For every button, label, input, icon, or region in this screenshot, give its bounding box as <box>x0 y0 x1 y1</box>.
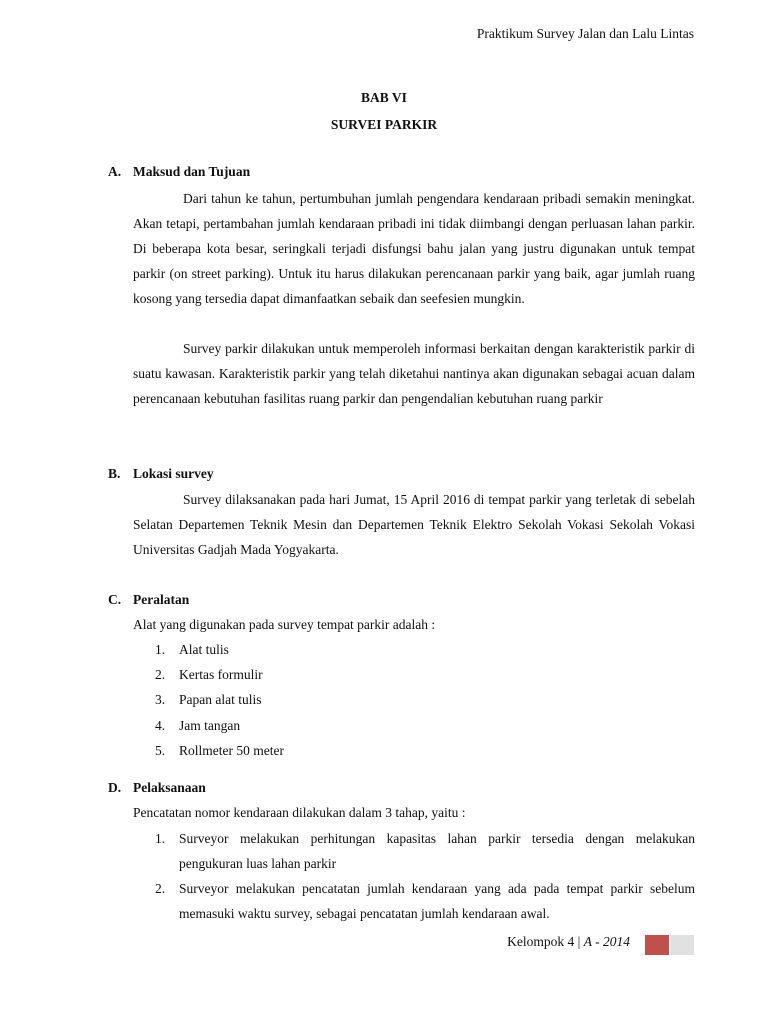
list-item: 5. Rollmeter 50 meter <box>155 742 284 758</box>
procedure-steps <box>155 826 695 926</box>
section-d-title: Pelaksanaan <box>133 780 206 795</box>
section-c-heading <box>108 592 189 608</box>
page-footer <box>507 934 630 950</box>
section-b-letter: B. <box>108 466 121 481</box>
section-a-paragraph-2: Survey parkir dilakukan untuk memperoleh informasi berkaitan dengan karakteristik parkir di suatu kawasan. Karakteristik parkir yang telah diketahui nantinya akan digunakan sebagai acuan dalam perencanaan kebutuhan fasilitas ruang parkir dan pengendalian kebutuhan ruang parkir <box>133 341 695 406</box>
section-a-title: Maksud dan Tujuan <box>133 164 251 179</box>
section-b-heading <box>108 466 214 482</box>
section-b-paragraph: Survey dilaksanakan pada hari Jumat, 15 April 2016 di tempat parkir yang terletak di sebelah Selatan Departemen Teknik Mesin dan Departemen Teknik Elektro Sekolah Vokasi Sekolah Vokasi Universitas Gadjah Mada Yogyakarta. <box>133 492 695 557</box>
section-c-letter: C. <box>108 592 122 607</box>
list-item: 2. Kertas formulir <box>155 667 263 683</box>
list-item: 4. Jam tangan <box>155 717 241 733</box>
footer-gray-block <box>670 935 694 955</box>
footer-class: A - 2014 <box>583 934 630 949</box>
section-c-title: Peralatan <box>133 592 190 607</box>
footer-accent-block <box>645 935 669 955</box>
list-item: 3. Papan alat tulis <box>155 692 262 708</box>
section-a-heading <box>108 164 250 180</box>
footer-group: Kelompok 4 | <box>507 934 581 949</box>
list-item: 2. Surveyor melakukan pencatatan jumlah kendaraan yang ada pada tempat parkir sebelum memasuki waktu survey, sebagai pencatatan jumlah kendaraan awal. <box>155 881 695 921</box>
section-b-title: Lokasi survey <box>133 466 214 481</box>
section-d-heading <box>108 780 206 796</box>
equipment-list <box>155 637 284 763</box>
section-a-paragraph-1: Dari tahun ke tahun, pertumbuhan jumlah pengendara kendaraan pribadi semakin meningkat. Akan tetapi, pertambahan jumlah kendaraan pribadi ini tidak diimbangi dengan perluasan lahan parkir. Di beberapa kota besar, seringkali terjadi disfungsi bahu jalan yang justru digunakan untuk tempat parkir (on street parking). Untuk itu harus dilakukan perencanaan parkir yang baik, agar jumlah ruang kosong yang tersedia dapat dimanfaatkan sebaik dan seefesien mungkin. <box>133 191 695 306</box>
section-c-intro: Alat yang digunakan pada survey tempat parkir adalah : <box>133 617 436 632</box>
running-header: Praktikum Survey Jalan dan Lalu Lintas <box>476 26 694 41</box>
section-d-letter: D. <box>108 780 122 795</box>
section-a-letter: A. <box>108 164 122 179</box>
list-item: 1. Alat tulis <box>155 642 229 657</box>
section-d-intro: Pencatatan nomor kendaraan dilakukan dalam 3 tahap, yaitu : <box>133 805 466 820</box>
chapter-title: SURVEI PARKIR <box>330 117 438 132</box>
chapter-number: BAB VI <box>361 90 407 105</box>
list-item: 1. Surveyor melakukan perhitungan kapasitas lahan parkir tersedia dengan melakukan pengukuran luas lahan parkir <box>155 831 695 871</box>
